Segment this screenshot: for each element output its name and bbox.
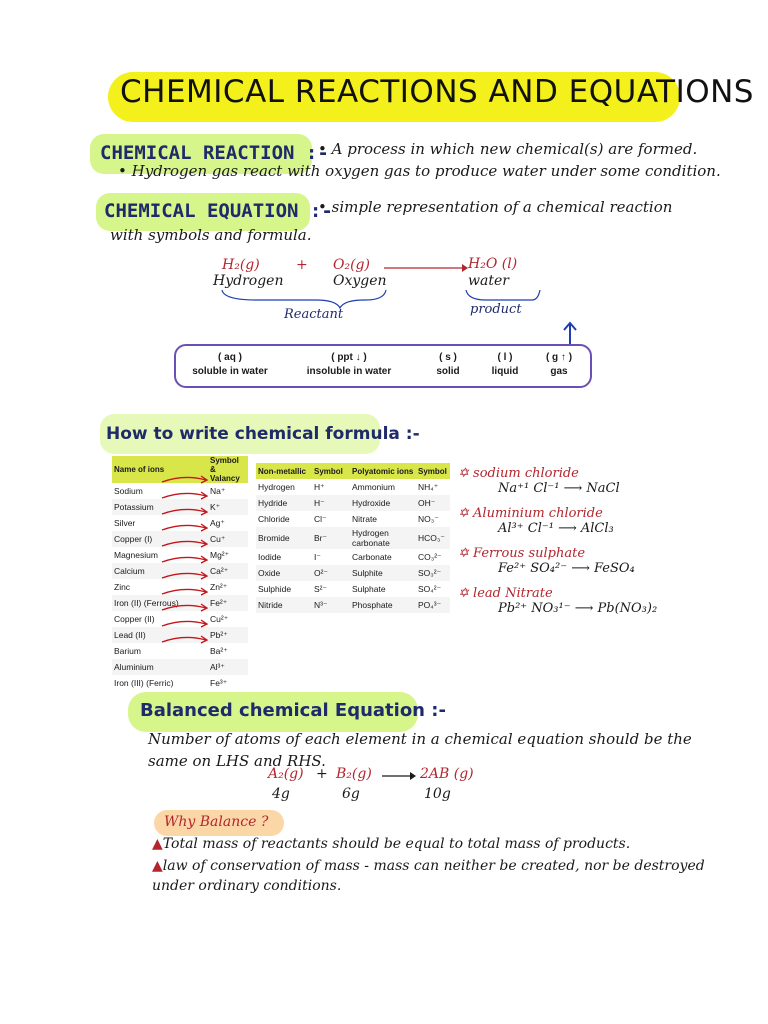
table-cell: Iron (II) (Ferrous) [112,595,208,611]
table-cell: Copper (I) [112,531,208,547]
equation-product: 2AB (g) [420,766,474,782]
state-gas: ( g ↑ ) gas [545,352,573,377]
why-balance-heading: Why Balance ? [164,814,269,830]
table-cell: Sulphide [258,584,292,594]
oxygen-label: Oxygen [333,273,387,289]
table-cell: Nitrate [352,514,378,524]
table-cell: Fe²⁺ [208,595,248,611]
table-cell: Pb²⁺ [208,627,248,643]
state-ppt: ( ppt ↓ ) insoluble in water [306,352,392,377]
example-ions: Na⁺¹ Cl⁻¹ ⟶ NaCl [498,481,620,496]
table-cell: Potassium [112,499,208,515]
product-caption: product [470,302,522,317]
table-cell: Aluminium [112,659,208,675]
table-cell: NH₄⁺ [418,481,439,492]
state-aq: ( aq ) soluble in water [192,352,268,377]
table-cell: Barium [114,646,141,656]
ion-arrows [160,474,216,684]
mass-product: 10g [424,786,451,802]
equation-a2: A₂(g) [268,766,304,782]
reactant-caption: Reactant [284,307,344,322]
table-cell: K⁺ [208,499,248,515]
table-cell: Hydrogen carbonate [350,527,416,549]
table-row [256,581,450,597]
table-cell: Cl⁻ [314,513,327,524]
table-cell: Zn²⁺ [210,581,228,592]
water-label: water [468,273,509,289]
balanced-heading: Balanced chemical Equation :- [140,700,446,721]
table-cell: Calcium [112,563,208,579]
red-arrow-icon [162,492,207,499]
example-name: ✡ sodium chloride [458,466,579,481]
red-arrow-icon [162,524,207,531]
table-row [256,495,450,511]
table-row [256,511,450,527]
chemical-reaction-example: • Hydrogen gas react with oxygen gas to produce water under some condition. [118,162,721,180]
table-cell: OH⁻ [416,495,450,511]
plus-sign: + [316,766,328,782]
table-cell: NO₃⁻ [418,513,439,524]
state-liquid: ( l ) liquid [491,352,519,377]
table-cell: I⁻ [314,551,321,562]
table-cell: Sulphite [350,565,416,581]
table-cell: Iodide [258,552,282,562]
table-cell: Ba²⁺ [210,645,228,656]
hydrogen-label: Hydrogen [213,273,284,289]
example-ions: Pb²⁺ NO₃¹⁻ ⟶ Pb(NO₃)₂ [498,601,658,616]
table-cell: Bromide [256,527,312,549]
red-arrow-icon [162,556,207,563]
red-arrow-icon [162,636,207,643]
chemical-equation-definition-cont: with symbols and formula. [110,226,312,244]
reactant-hydrogen: H₂(g) [222,257,260,273]
product-water: H₂O (l) [468,256,518,272]
table-cell: Ag⁺ [210,517,225,528]
chemical-reaction-heading: CHEMICAL REACTION :- [100,142,329,164]
table-cell: Ca²⁺ [208,563,248,579]
table-cell: Hydrogen [258,482,295,492]
table-cell: Sodium [114,486,143,496]
table-header: Symbol [416,463,450,479]
table-header: Polyatomic ions [350,463,416,479]
table-header: Symbol & Valancy [208,456,248,483]
example-ions: Fe²⁺ SO₄²⁻ ⟶ FeSO₄ [498,561,635,576]
table-cell: Cu²⁺ [210,613,229,624]
table-cell: Sulphate [352,584,386,594]
reactant-oxygen: O₂(g) [333,257,370,273]
table-cell: HCO₃⁻ [416,527,450,549]
red-arrow-icon [162,588,207,595]
table-row [256,527,450,549]
table-cell: H⁻ [312,495,350,511]
example-name: ✡ Ferrous sulphate [458,546,586,561]
formula-examples [458,466,718,626]
table-cell: O²⁻ [312,565,350,581]
example-item [458,546,718,586]
table-cell: Silver [114,518,136,528]
triangle-bullet-icon: ▲ [152,858,163,874]
table-cell: Ammonium [352,482,395,492]
table-cell: SO₄²⁻ [418,583,442,594]
triangle-bullet-icon: ▲ [152,836,163,852]
example-item [458,466,718,506]
example-name: ✡ lead Nitrate [458,586,553,601]
table-cell: S²⁻ [314,583,327,594]
mass-b: 6g [342,786,360,802]
table-cell: CO₃²⁻ [418,551,442,562]
table-cell: SO₃²⁻ [416,565,450,581]
table-cell: Na⁺ [210,485,226,496]
reason-point: ▲Total mass of reactants should be equal to total mass of products. [152,836,631,852]
example-name: ✡ Aluminium chloride [458,506,603,521]
plus-sign: + [296,257,308,273]
reaction-arrow [380,770,416,782]
red-arrow-icon [162,572,207,579]
table-cell: Fe³⁺ [210,677,228,688]
table-row [256,479,450,495]
table-cell: Mg²⁺ [210,549,230,560]
formula-heading: How to write chemical formula :- [106,424,420,444]
table-cell: Chloride [258,514,290,524]
table-row [256,565,450,581]
chemical-equation-definition: • simple representation of a chemical reaction [318,198,673,216]
state-solid: ( s ) solid [436,352,460,377]
example-ions: Al³⁺ Cl⁻¹ ⟶ AlCl₃ [498,521,614,536]
table-cell: H⁺ [314,481,325,492]
chemical-equation-heading: CHEMICAL EQUATION :- [104,200,333,222]
example-item [458,506,718,546]
table-cell: Hydride [256,495,312,511]
physical-states-box [174,344,592,388]
red-arrow-icon [162,620,207,627]
table-header: Symbol [312,463,350,479]
table-cell: Iron (III) (Ferric) [114,678,174,688]
table-cell: Carbonate [352,552,392,562]
table-cell: Cu⁺ [208,531,248,547]
reaction-arrow [382,262,468,274]
table-row [256,597,450,613]
table-cell: Oxide [256,565,312,581]
red-arrow-icon [162,508,207,515]
up-arrow-icon [560,320,580,346]
table-cell: Al³⁺ [208,659,248,675]
red-arrow-icon [162,476,207,483]
red-arrow-icon [162,540,207,547]
table-cell: Copper (II) [114,614,155,624]
table-header: Non-metallic [256,463,312,479]
table-cell: PO₄³⁻ [416,597,450,613]
reason-point: ▲law of conservation of mass - mass can neither be created, nor be destroyed under ordinary conditions. [152,858,705,894]
example-item [458,586,718,626]
table-row [256,549,450,565]
red-arrow-icon [162,604,207,611]
page-title: CHEMICAL REACTIONS AND EQUATIONS [120,74,754,110]
equation-b2: B₂(g) [336,766,372,782]
table-cell: Phosphate [350,597,416,613]
table-header: Name of ions [112,456,208,483]
chemical-reaction-definition: • A process in which new chemical(s) are formed. [318,140,698,158]
mass-a: 4g [272,786,290,802]
table-cell: Nitride [256,597,312,613]
table-cell: Zinc [114,582,131,592]
balanced-definition: Number of atoms of each element in a chemical equation should be the same on LHS and RHS. [148,730,692,770]
table-cell: Br⁻ [312,527,350,549]
nonmetal-polyatomic-table [256,463,450,613]
table-cell: N³⁻ [312,597,350,613]
table-cell: Hydroxide [350,495,416,511]
table-cell: Magnesium [114,550,158,560]
table-cell: Lead (II) [112,627,208,643]
